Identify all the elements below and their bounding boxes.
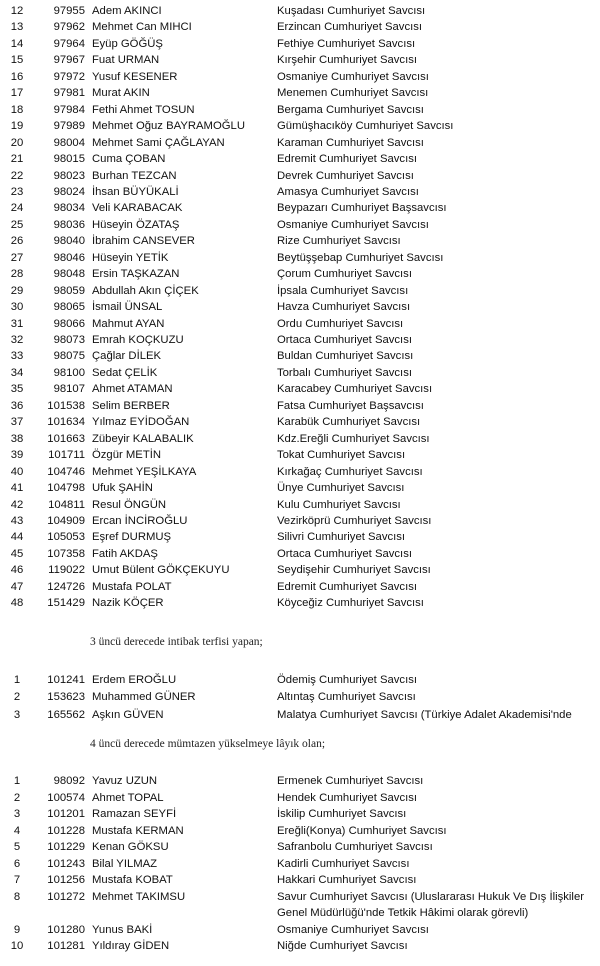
position-title: Osmaniye Cumhuriyet Savcısı <box>277 218 429 231</box>
person-name: Eşref DURMUŞ <box>92 531 172 544</box>
list-row <box>0 529 600 545</box>
position-title: Karaman Cumhuriyet Savcısı <box>277 136 424 149</box>
person-name: Burhan TEZCAN <box>92 169 177 182</box>
position-title: Havza Cumhuriyet Savcısı <box>277 301 411 314</box>
person-name: Mehmet TAKIMSU <box>92 890 186 903</box>
row-number: 23 <box>10 185 24 198</box>
registry-number: 97964 <box>53 37 85 50</box>
person-name: Mehmet Oğuz BAYRAMOĞLU <box>92 120 245 133</box>
person-name: Resul ÖNGÜN <box>92 498 167 511</box>
registry-number: 104798 <box>47 482 85 495</box>
person-name: Mehmet Can MIHCI <box>92 21 192 34</box>
person-name: Fatih AKDAŞ <box>92 547 158 560</box>
list-row <box>0 102 600 118</box>
list-row <box>0 889 600 905</box>
row-number: 1 <box>13 674 21 686</box>
registry-number: 97955 <box>53 5 85 17</box>
row-number: 10 <box>10 940 24 952</box>
person-name: Hüseyin ÖZATAŞ <box>92 218 180 231</box>
position-title: Kadirli Cumhuriyet Savcısı <box>277 857 410 870</box>
row-number: 32 <box>10 334 24 346</box>
row-number: 41 <box>10 482 24 495</box>
person-name: Ersin TAŞKAZAN <box>92 268 180 281</box>
position-title: Safranbolu Cumhuriyet Savcısı <box>277 841 433 853</box>
position-title: Ordu Cumhuriyet Savcısı <box>277 317 404 330</box>
position-title: Köyceğiz Cumhuriyet Savcısı <box>277 597 424 610</box>
registry-number: 98066 <box>53 317 85 330</box>
row-number: 42 <box>10 498 24 511</box>
row-number: 38 <box>10 432 24 445</box>
position-title: Erzincan Cumhuriyet Savcısı <box>277 21 423 34</box>
position-title: Gümüşhacıköy Cumhuriyet Savcısı <box>277 120 454 133</box>
position-title: Niğde Cumhuriyet Savcısı <box>277 940 408 952</box>
registry-number: 107358 <box>47 547 85 560</box>
person-name: Özgür METİN <box>92 449 162 462</box>
row-number: 4 <box>13 824 21 837</box>
row-number: 5 <box>13 841 21 853</box>
registry-number: 101228 <box>47 824 85 837</box>
list-row <box>0 19 600 35</box>
list-row <box>0 497 600 513</box>
list-row <box>0 266 600 282</box>
position-title: İpsala Cumhuriyet Savcısı <box>277 284 409 297</box>
registry-number: 101634 <box>47 416 85 429</box>
list-row <box>0 938 600 954</box>
registry-number: 98024 <box>53 185 85 198</box>
position-title: Ödemiş Cumhuriyet Savcısı <box>277 674 417 686</box>
person-name: Mustafa KERMAN <box>92 824 184 837</box>
person-name: Ahmet TOPAL <box>92 791 164 804</box>
position-title: Tokat Cumhuriyet Savcısı <box>277 449 406 462</box>
person-name: Ahmet ATAMAN <box>92 383 173 396</box>
position-title: Rize Cumhuriyet Savcısı <box>277 235 401 248</box>
person-name: Cuma ÇOBAN <box>92 153 166 166</box>
person-name: Ercan İNCİROĞLU <box>92 514 188 527</box>
row-number: 16 <box>10 70 24 83</box>
position-title: Hakkari Cumhuriyet Savcısı <box>277 874 417 886</box>
row-number: 20 <box>10 136 24 149</box>
list-row <box>0 823 600 839</box>
registry-number: 101663 <box>47 432 85 445</box>
list-row <box>0 118 600 134</box>
list-row <box>0 316 600 332</box>
person-name: Umut Bülent GÖKÇEKUYU <box>92 564 230 577</box>
person-name: Selim BERBER <box>92 399 170 412</box>
position-title: Osmaniye Cumhuriyet Savcısı <box>277 70 429 83</box>
row-number: 29 <box>10 284 24 297</box>
position-title: Fatsa Cumhuriyet Başsavcısı <box>277 399 424 412</box>
person-name: Kenan GÖKSU <box>92 841 169 853</box>
row-number: 34 <box>10 366 24 379</box>
list-row <box>0 773 600 789</box>
person-name: Yavuz UZUN <box>92 775 158 787</box>
list-row <box>0 839 600 855</box>
list-row <box>0 3 600 19</box>
list-row <box>0 200 600 216</box>
registry-number: 104811 <box>48 498 85 511</box>
person-name: Mehmet Sami ÇAĞLAYAN <box>92 136 225 149</box>
registry-number: 165562 <box>47 708 85 721</box>
registry-number: 101538 <box>47 399 85 412</box>
person-name: Yunus BAKİ <box>92 923 153 936</box>
registry-number: 98046 <box>53 251 85 264</box>
row-number: 3 <box>13 808 21 820</box>
row-number: 6 <box>13 857 21 870</box>
registry-number: 97967 <box>53 54 85 67</box>
registry-number: 98100 <box>53 366 85 379</box>
position-title: Buldan Cumhuriyet Savcısı <box>277 350 414 363</box>
person-name: Emrah KOÇKUZU <box>92 334 184 346</box>
list-row <box>0 184 600 200</box>
position-title: Hendek Cumhuriyet Savcısı <box>277 791 418 804</box>
position-title: Menemen Cumhuriyet Savcısı <box>277 87 429 100</box>
person-name: Hüseyin YETİK <box>92 251 169 264</box>
row-number: 25 <box>10 218 24 231</box>
person-name: Sedat ÇELİK <box>92 366 158 379</box>
person-name: Eyüp GÖĞÜŞ <box>92 37 163 50</box>
person-name: Yılmaz EYİDOĞAN <box>92 416 190 429</box>
list-row <box>0 513 600 529</box>
registry-number: 98040 <box>53 235 85 248</box>
list-row <box>0 217 600 233</box>
row-number: 27 <box>10 251 24 264</box>
list-row <box>0 595 600 611</box>
row-number: 28 <box>10 268 24 281</box>
person-name: Çağlar DİLEK <box>92 350 162 363</box>
registry-number: 124726 <box>47 580 85 593</box>
position-title: Karacabey Cumhuriyet Savcısı <box>277 383 433 396</box>
registry-number: 98107 <box>53 383 85 396</box>
list-row <box>0 52 600 68</box>
list-row <box>0 85 600 101</box>
list-row <box>0 431 600 447</box>
row-number: 7 <box>13 874 21 886</box>
position-title: Silivri Cumhuriyet Savcısı <box>277 531 406 544</box>
registry-number: 98059 <box>53 284 85 297</box>
registry-number: 100574 <box>47 791 85 804</box>
row-number: 15 <box>10 54 24 67</box>
registry-number: 97989 <box>53 120 85 133</box>
position-title: Kırkağaç Cumhuriyet Savcısı <box>277 465 423 478</box>
list-row <box>0 36 600 52</box>
list-row <box>0 398 600 414</box>
registry-number: 101243 <box>47 857 85 870</box>
registry-number: 97972 <box>53 70 85 83</box>
person-name: Nazik KÖÇER <box>92 597 164 610</box>
list-row <box>0 233 600 249</box>
position-title: Kırşehir Cumhuriyet Savcısı <box>277 54 417 67</box>
row-number: 9 <box>13 923 21 936</box>
row-number: 14 <box>10 37 24 50</box>
person-name: Mustafa KOBAT <box>92 874 173 886</box>
row-number: 1 <box>13 775 21 787</box>
row-number: 37 <box>10 416 24 429</box>
row-number: 43 <box>10 514 24 527</box>
list-row <box>0 299 600 315</box>
list-row <box>0 872 600 888</box>
row-number: 44 <box>10 531 24 544</box>
row-number: 26 <box>10 235 24 248</box>
position-title: Kuşadası Cumhuriyet Savcısı <box>277 5 426 17</box>
position-title: Bergama Cumhuriyet Savcısı <box>277 103 424 116</box>
registry-number: 98065 <box>53 301 85 314</box>
position-title: Savur Cumhuriyet Savcısı (Uluslararası Hukuk Ve Dış İlişkiler <box>277 890 584 903</box>
person-name: Aşkın GÜVEN <box>92 708 164 721</box>
position-title: Vezirköprü Cumhuriyet Savcısı <box>277 514 432 527</box>
registry-number: 98048 <box>53 268 85 281</box>
list-row <box>0 562 600 578</box>
position-title: Malatya Cumhuriyet Savcısı (Türkiye Adalet Akademisi'nde <box>277 708 572 721</box>
position-title: Karabük Cumhuriyet Savcısı <box>277 416 421 429</box>
section-heading-4th-degree: 4 üncü derecede mümtazen yükselmeye lâyık olan; <box>90 738 326 750</box>
row-number: 33 <box>10 350 24 363</box>
list-row <box>0 250 600 266</box>
list-row <box>0 283 600 299</box>
person-name: Erdem EROĞLU <box>92 674 177 686</box>
registry-number: 101241 <box>47 674 85 686</box>
registry-number: 98075 <box>53 350 85 363</box>
list-row <box>0 672 600 688</box>
row-number: 12 <box>10 5 24 17</box>
row-number: 2 <box>13 691 21 704</box>
position-title: Ereğli(Konya) Cumhuriyet Savcısı <box>277 824 447 837</box>
registry-number: 101281 <box>47 940 85 952</box>
list-row <box>0 689 600 705</box>
row-number: 18 <box>10 103 24 116</box>
row-number: 3 <box>13 708 21 721</box>
registry-number: 104746 <box>47 465 85 478</box>
row-number: 47 <box>10 580 24 593</box>
row-number: 8 <box>13 890 21 903</box>
position-title: Ermenek Cumhuriyet Savcısı <box>277 775 424 787</box>
position-title: Seydişehir Cumhuriyet Savcısı <box>277 564 431 577</box>
list-row <box>0 922 600 938</box>
position-title: Edremit Cumhuriyet Savcısı <box>277 580 417 593</box>
person-name: Adem AKINCI <box>92 5 162 17</box>
registry-number: 119022 <box>48 564 85 577</box>
list-row <box>0 332 600 348</box>
list-row <box>0 135 600 151</box>
row-number: 48 <box>10 597 24 610</box>
row-number: 31 <box>10 317 24 330</box>
person-name: Murat AKIN <box>92 87 150 100</box>
position-title: Çorum Cumhuriyet Savcısı <box>277 268 412 281</box>
person-name: İsmail ÜNSAL <box>92 301 163 314</box>
person-name: Yusuf KESENER <box>92 70 178 83</box>
position-title: Ortaca Cumhuriyet Savcısı <box>277 547 412 560</box>
registry-number: 97962 <box>53 21 85 34</box>
registry-number: 105053 <box>47 531 85 544</box>
position-title: Fethiye Cumhuriyet Savcısı <box>277 37 416 50</box>
registry-number: 104909 <box>47 514 85 527</box>
person-name: Veli KARABACAK <box>92 202 183 215</box>
registry-number: 101229 <box>47 841 85 853</box>
registry-number: 98004 <box>53 136 85 149</box>
registry-number: 98034 <box>53 202 85 215</box>
position-title: Edremit Cumhuriyet Savcısı <box>277 153 417 166</box>
row-number: 35 <box>10 383 24 396</box>
row-number: 22 <box>10 169 24 182</box>
position-title: Osmaniye Cumhuriyet Savcısı <box>277 923 429 936</box>
position-title: Torbalı Cumhuriyet Savcısı <box>277 366 412 379</box>
position-title: Altıntaş Cumhuriyet Savcısı <box>277 691 416 704</box>
row-number: 46 <box>10 564 24 577</box>
person-name: Bilal YILMAZ <box>92 857 158 870</box>
position-title: Beytüşşebap Cumhuriyet Savcısı <box>277 251 444 264</box>
position-title: Beypazarı Cumhuriyet Başsavcısı <box>277 202 447 215</box>
person-name: Ramazan SEYFİ <box>92 808 177 820</box>
registry-number: 151429 <box>47 597 85 610</box>
person-name: Zübeyir KALABALIK <box>92 432 194 445</box>
registry-number: 101256 <box>47 874 85 886</box>
person-name: Fuat URMAN <box>92 54 160 67</box>
person-name: Mustafa POLAT <box>92 580 172 593</box>
registry-number: 153623 <box>47 691 85 704</box>
person-name: Yıldıray GİDEN <box>92 940 170 952</box>
position-title: Ortaca Cumhuriyet Savcısı <box>277 334 412 346</box>
row-number: 19 <box>10 120 24 133</box>
person-name: Fethi Ahmet TOSUN <box>92 103 195 116</box>
row-number: 30 <box>10 301 24 314</box>
list-row <box>0 365 600 381</box>
person-name: Mehmet YEŞİLKAYA <box>92 465 197 478</box>
row-number: 17 <box>10 87 24 100</box>
position-title: Devrek Cumhuriyet Savcısı <box>277 169 414 182</box>
list-row <box>0 414 600 430</box>
list-row <box>0 546 600 562</box>
list-row <box>0 464 600 480</box>
person-name: Abdullah Akın ÇİÇEK <box>92 284 199 297</box>
list-row <box>0 381 600 397</box>
list-row <box>0 790 600 806</box>
registry-number: 101201 <box>47 808 85 820</box>
registry-number: 97981 <box>53 87 85 100</box>
registry-number: 98073 <box>53 334 85 346</box>
list-row <box>0 579 600 595</box>
position-title: Ünye Cumhuriyet Savcısı <box>277 482 405 495</box>
row-number: 40 <box>10 465 24 478</box>
row-number: 36 <box>10 399 24 412</box>
person-name: Muhammed GÜNER <box>92 691 196 704</box>
list-row <box>0 447 600 463</box>
row-number: 2 <box>13 791 21 804</box>
list-row <box>0 806 600 822</box>
list-row <box>0 168 600 184</box>
person-name: Ufuk ŞAHİN <box>92 482 153 495</box>
registry-number: 98023 <box>53 169 85 182</box>
list-row <box>0 69 600 85</box>
row-number: 13 <box>10 21 24 34</box>
row-number: 45 <box>10 547 24 560</box>
position-title: İskilip Cumhuriyet Savcısı <box>277 808 407 820</box>
registry-number: 98015 <box>53 153 85 166</box>
registry-number: 98092 <box>53 775 85 787</box>
registry-number: 101272 <box>47 890 85 903</box>
person-name: İbrahim CANSEVER <box>92 235 195 248</box>
title-continuation: Genel Müdürlüğü'nde Tetkik Hâkimi olarak görevli) <box>277 907 529 919</box>
row-number: 21 <box>10 153 24 166</box>
person-name: İhsan BÜYÜKALİ <box>92 185 179 198</box>
person-name: Mahmut AYAN <box>92 317 165 330</box>
registry-number: 98036 <box>53 218 85 231</box>
row-number: 39 <box>10 449 24 462</box>
registry-number: 97984 <box>53 103 85 116</box>
position-title: Kdz.Ereğli Cumhuriyet Savcısı <box>277 432 430 445</box>
position-title: Kulu Cumhuriyet Savcısı <box>277 498 401 511</box>
position-title: Amasya Cumhuriyet Savcısı <box>277 185 419 198</box>
list-row <box>0 151 600 167</box>
list-row <box>0 480 600 496</box>
registry-number: 101280 <box>47 923 85 936</box>
list-row <box>0 348 600 364</box>
list-row <box>0 707 600 723</box>
list-row <box>0 856 600 872</box>
registry-number: 101711 <box>48 449 85 462</box>
section-heading-3rd-degree: 3 üncü derecede intibak terfisi yapan; <box>90 636 263 648</box>
row-number: 24 <box>10 202 24 215</box>
